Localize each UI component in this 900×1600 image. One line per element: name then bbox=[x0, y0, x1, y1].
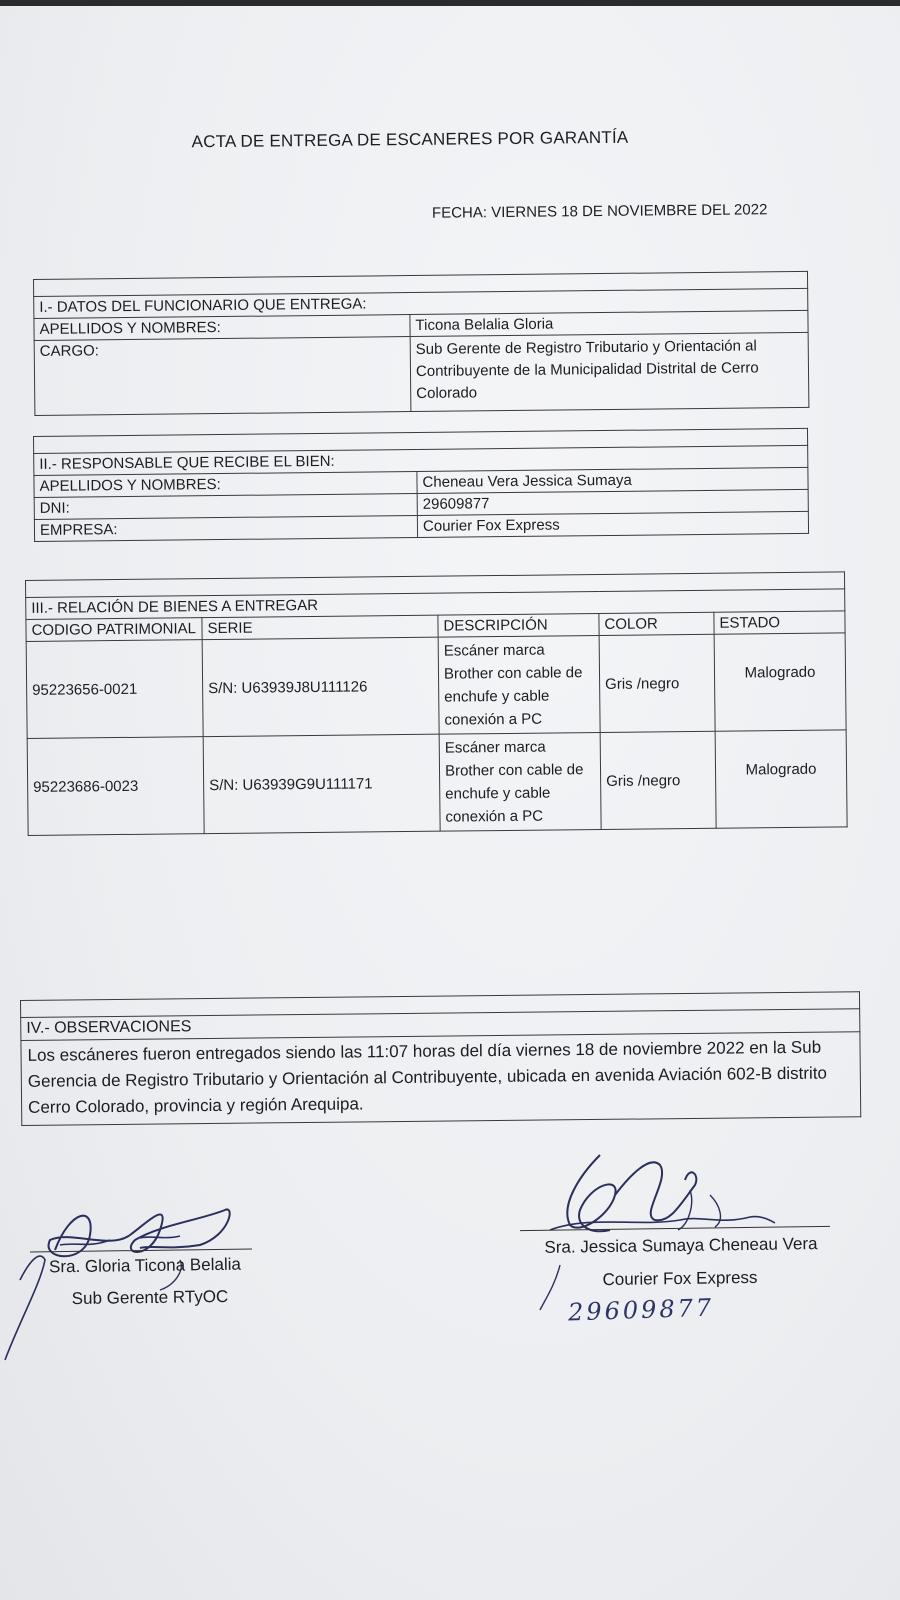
document-title: ACTA DE ENTREGA DE ESCANERES POR GARANTÍA bbox=[191, 127, 629, 152]
cell-serie: S/N: U63939G9U111171 bbox=[203, 734, 440, 833]
cell-descripcion: Escáner marca Brother con cable de enchufe y cable conexión a PC bbox=[439, 732, 601, 831]
value-empresa: Courier Fox Express bbox=[417, 511, 808, 537]
cell-color: Gris /negro bbox=[600, 731, 716, 829]
document-date: FECHA: VIERNES 18 DE NOVIEMBRE DEL 2022 bbox=[431, 201, 768, 222]
section-1-heading: I.- DATOS DEL FUNCIONARIO QUE ENTREGA: bbox=[34, 288, 808, 318]
section-3-heading: III.- RELACIÓN DE BIENES A ENTREGAR bbox=[26, 589, 845, 620]
cell-color: Gris /negro bbox=[599, 634, 715, 732]
section-1-table bbox=[33, 271, 809, 416]
cell-serie: S/N: U63939J8U111126 bbox=[202, 637, 439, 736]
label-apellidos-nombres: APELLIDOS Y NOMBRES: bbox=[34, 471, 417, 497]
cell-estado: Malogrado bbox=[715, 730, 847, 828]
value-cargo: Sub Gerente de Registro Tributario y Orientación al Contribuyente de la Municipalidad Distrital de Cerro Colorado bbox=[410, 332, 809, 411]
section-2-table bbox=[33, 428, 809, 542]
top-edge bbox=[0, 0, 900, 6]
section-2-heading: II.- RESPONSABLE QUE RECIBE EL BIEN: bbox=[34, 445, 808, 475]
column-header: COLOR bbox=[599, 612, 714, 635]
label-apellidos-nombres: APELLIDOS Y NOMBRES: bbox=[34, 315, 410, 341]
section-4-table bbox=[20, 991, 861, 1126]
value-dni: 29609877 bbox=[417, 489, 808, 515]
value-apellidos-nombres: Ticona Belalia Gloria bbox=[410, 310, 808, 336]
observaciones-text: Los escáneres fueron entregados siendo las 11:07 horas del día viernes 18 de noviembre 2022 en la Sub Gerencia de Registro Tributario y Orientación al Contribuyente, ubicada en avenida Aviación 602-B distrito Cerro Colorado, provincia y región Arequipa. bbox=[21, 1032, 861, 1126]
signature-left-role: Sub Gerente RTyOC bbox=[71, 1286, 229, 1309]
table-row bbox=[26, 633, 846, 739]
cell-estado: Malogrado bbox=[714, 633, 846, 731]
table-row bbox=[27, 730, 847, 836]
column-header: SERIE bbox=[202, 615, 438, 639]
signature-right-company: Courier Fox Express bbox=[602, 1267, 758, 1290]
section-4-heading: IV.- OBSERVACIONES bbox=[21, 1009, 860, 1041]
column-header: DESCRIPCIÓN bbox=[438, 613, 599, 637]
column-header: ESTADO bbox=[714, 611, 845, 634]
signature-left-name: Sra. Gloria Ticona Belalia bbox=[48, 1254, 242, 1277]
cell-descripcion: Escáner marca Brother con cable de enchufe y cable conexión a PC bbox=[438, 635, 600, 734]
handwritten-dni: 29609877 bbox=[567, 1293, 715, 1327]
label-cargo: CARGO: bbox=[34, 337, 411, 416]
signature-left-scribble bbox=[0, 1190, 260, 1370]
cell-codigo: 95223686-0023 bbox=[27, 737, 204, 836]
signature-right-name: Sra. Jessica Sumaya Cheneau Vera bbox=[544, 1234, 818, 1257]
label-dni: DNI: bbox=[34, 493, 417, 519]
section-3-table bbox=[25, 571, 848, 836]
value-apellidos-nombres: Cheneau Vera Jessica Sumaya bbox=[417, 467, 808, 493]
cell-codigo: 95223656-0021 bbox=[26, 640, 203, 739]
label-empresa: EMPRESA: bbox=[34, 515, 417, 541]
column-header: CODIGO PATRIMONIAL bbox=[26, 618, 202, 642]
